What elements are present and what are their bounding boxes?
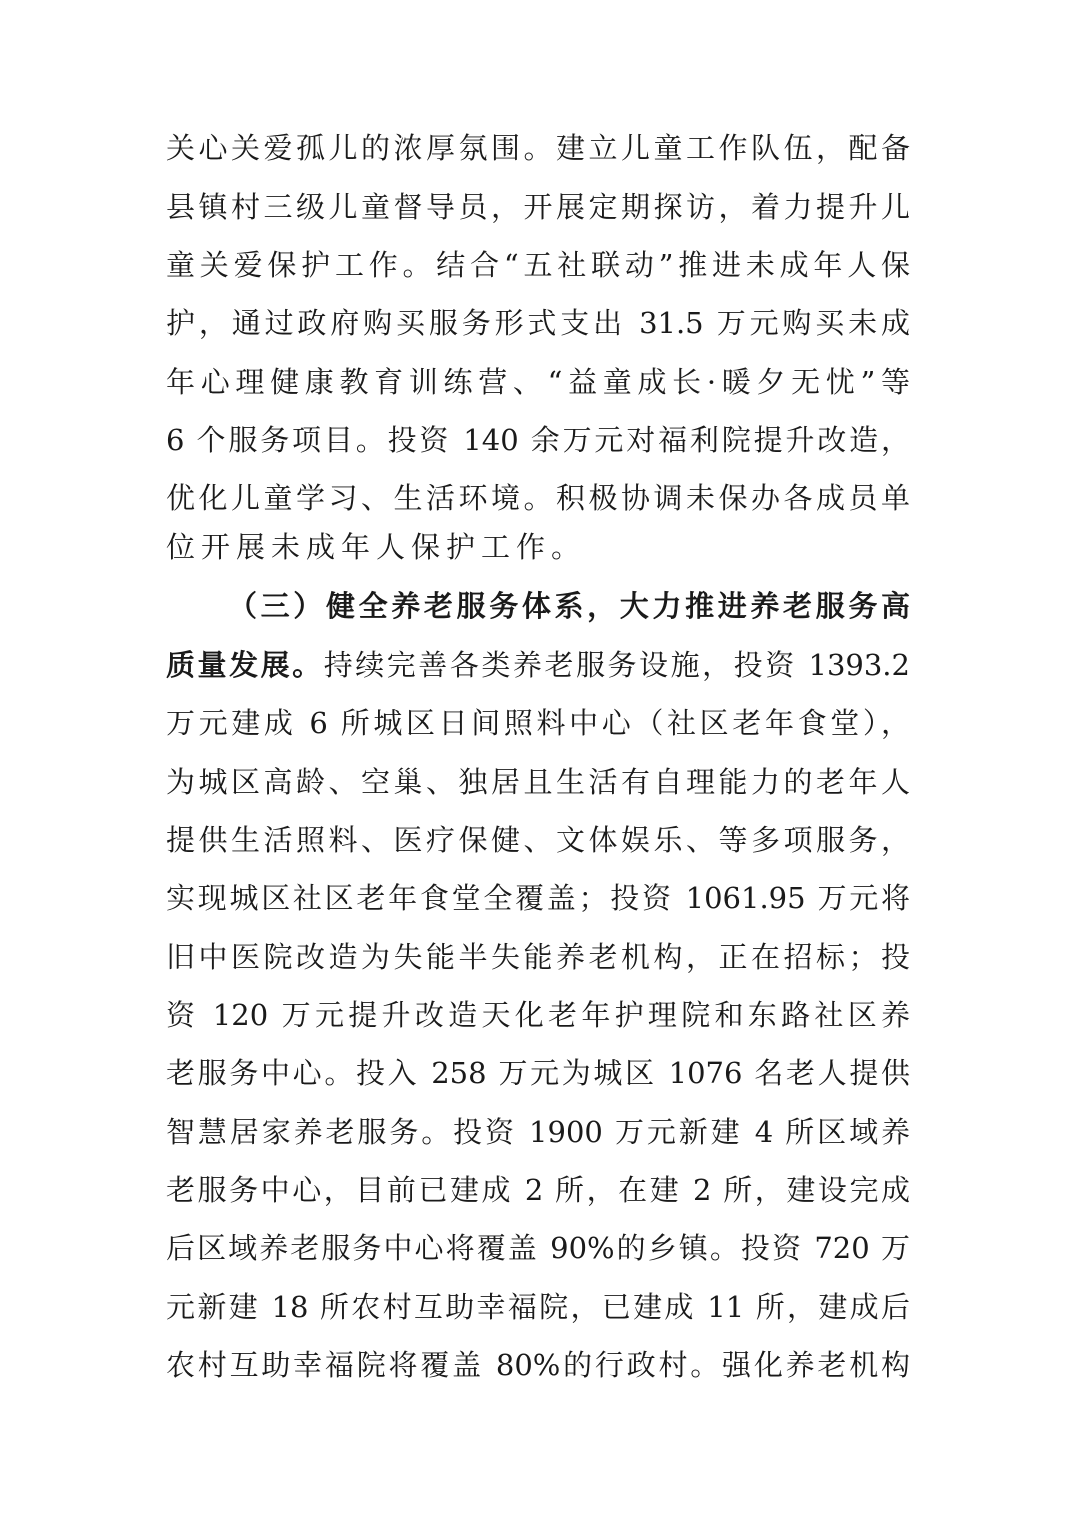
body-text-line: 关心关爱孤儿的浓厚氛围。建立儿童工作队伍，配备 <box>166 131 910 165</box>
section-heading: （三）健全养老服务体系，大力推进养老服务高 <box>228 589 910 623</box>
body-text-line: 老服务中心，目前已建成 2 所，在建 2 所，建设完成 <box>166 1173 910 1207</box>
body-text-line: 位开展未成年人保护工作。 <box>166 530 587 564</box>
body-text-line: 万元建成 6 所城区日间照料中心（社区老年食堂）， <box>166 706 910 740</box>
body-text-line: 元新建 18 所农村互助幸福院，已建成 11 所，建成后 <box>166 1290 910 1324</box>
body-text-line: 为城区高龄、空巢、独居且生活有自理能力的老年人 <box>166 765 910 799</box>
body-text-line: 6 个服务项目。投资 140 余万元对福利院提升改造， <box>166 423 910 457</box>
body-text-line: 实现城区社区老年食堂全覆盖；投资 1061.95 万元将 <box>166 881 910 915</box>
section-heading-continuation <box>166 645 910 685</box>
body-text-line: 提供生活照料、医疗保健、文体娱乐、等多项服务， <box>166 823 910 857</box>
body-text-line: 旧中医院改造为失能半失能养老机构，正在招标；投 <box>166 940 910 974</box>
body-text-line: 优化儿童学习、生活环境。积极协调未保办各成员单 <box>166 481 910 515</box>
body-text-line: 护，通过政府购买服务形式支出 31.5 万元购买未成 <box>166 306 910 340</box>
body-text-line: 老服务中心。投入 258 万元为城区 1076 名老人提供 <box>166 1056 910 1090</box>
section-heading-tail: 质量发展。 <box>166 648 324 682</box>
body-text-run: 持续完善各类养老服务设施，投资 1393.2 <box>323 648 910 682</box>
body-text-line: 县镇村三级儿童督导员，开展定期探访，着力提升儿 <box>166 190 910 224</box>
body-text-line: 农村互助幸福院将覆盖 80%的行政村。强化养老机构 <box>166 1348 910 1382</box>
body-text-line: 智慧居家养老服务。投资 1900 万元新建 4 所区域养 <box>166 1115 910 1149</box>
body-text-line: 童关爱保护工作。结合“五社联动”推进未成年人保 <box>166 248 910 282</box>
body-text-line: 年心理健康教育训练营、“益童成长·暖夕无忧”等 <box>166 365 910 399</box>
body-text-line: 后区域养老服务中心将覆盖 90%的乡镇。投资 720 万 <box>166 1231 910 1265</box>
body-text-line: 资 120 万元提升改造天化老年护理院和东路社区养 <box>166 998 910 1032</box>
